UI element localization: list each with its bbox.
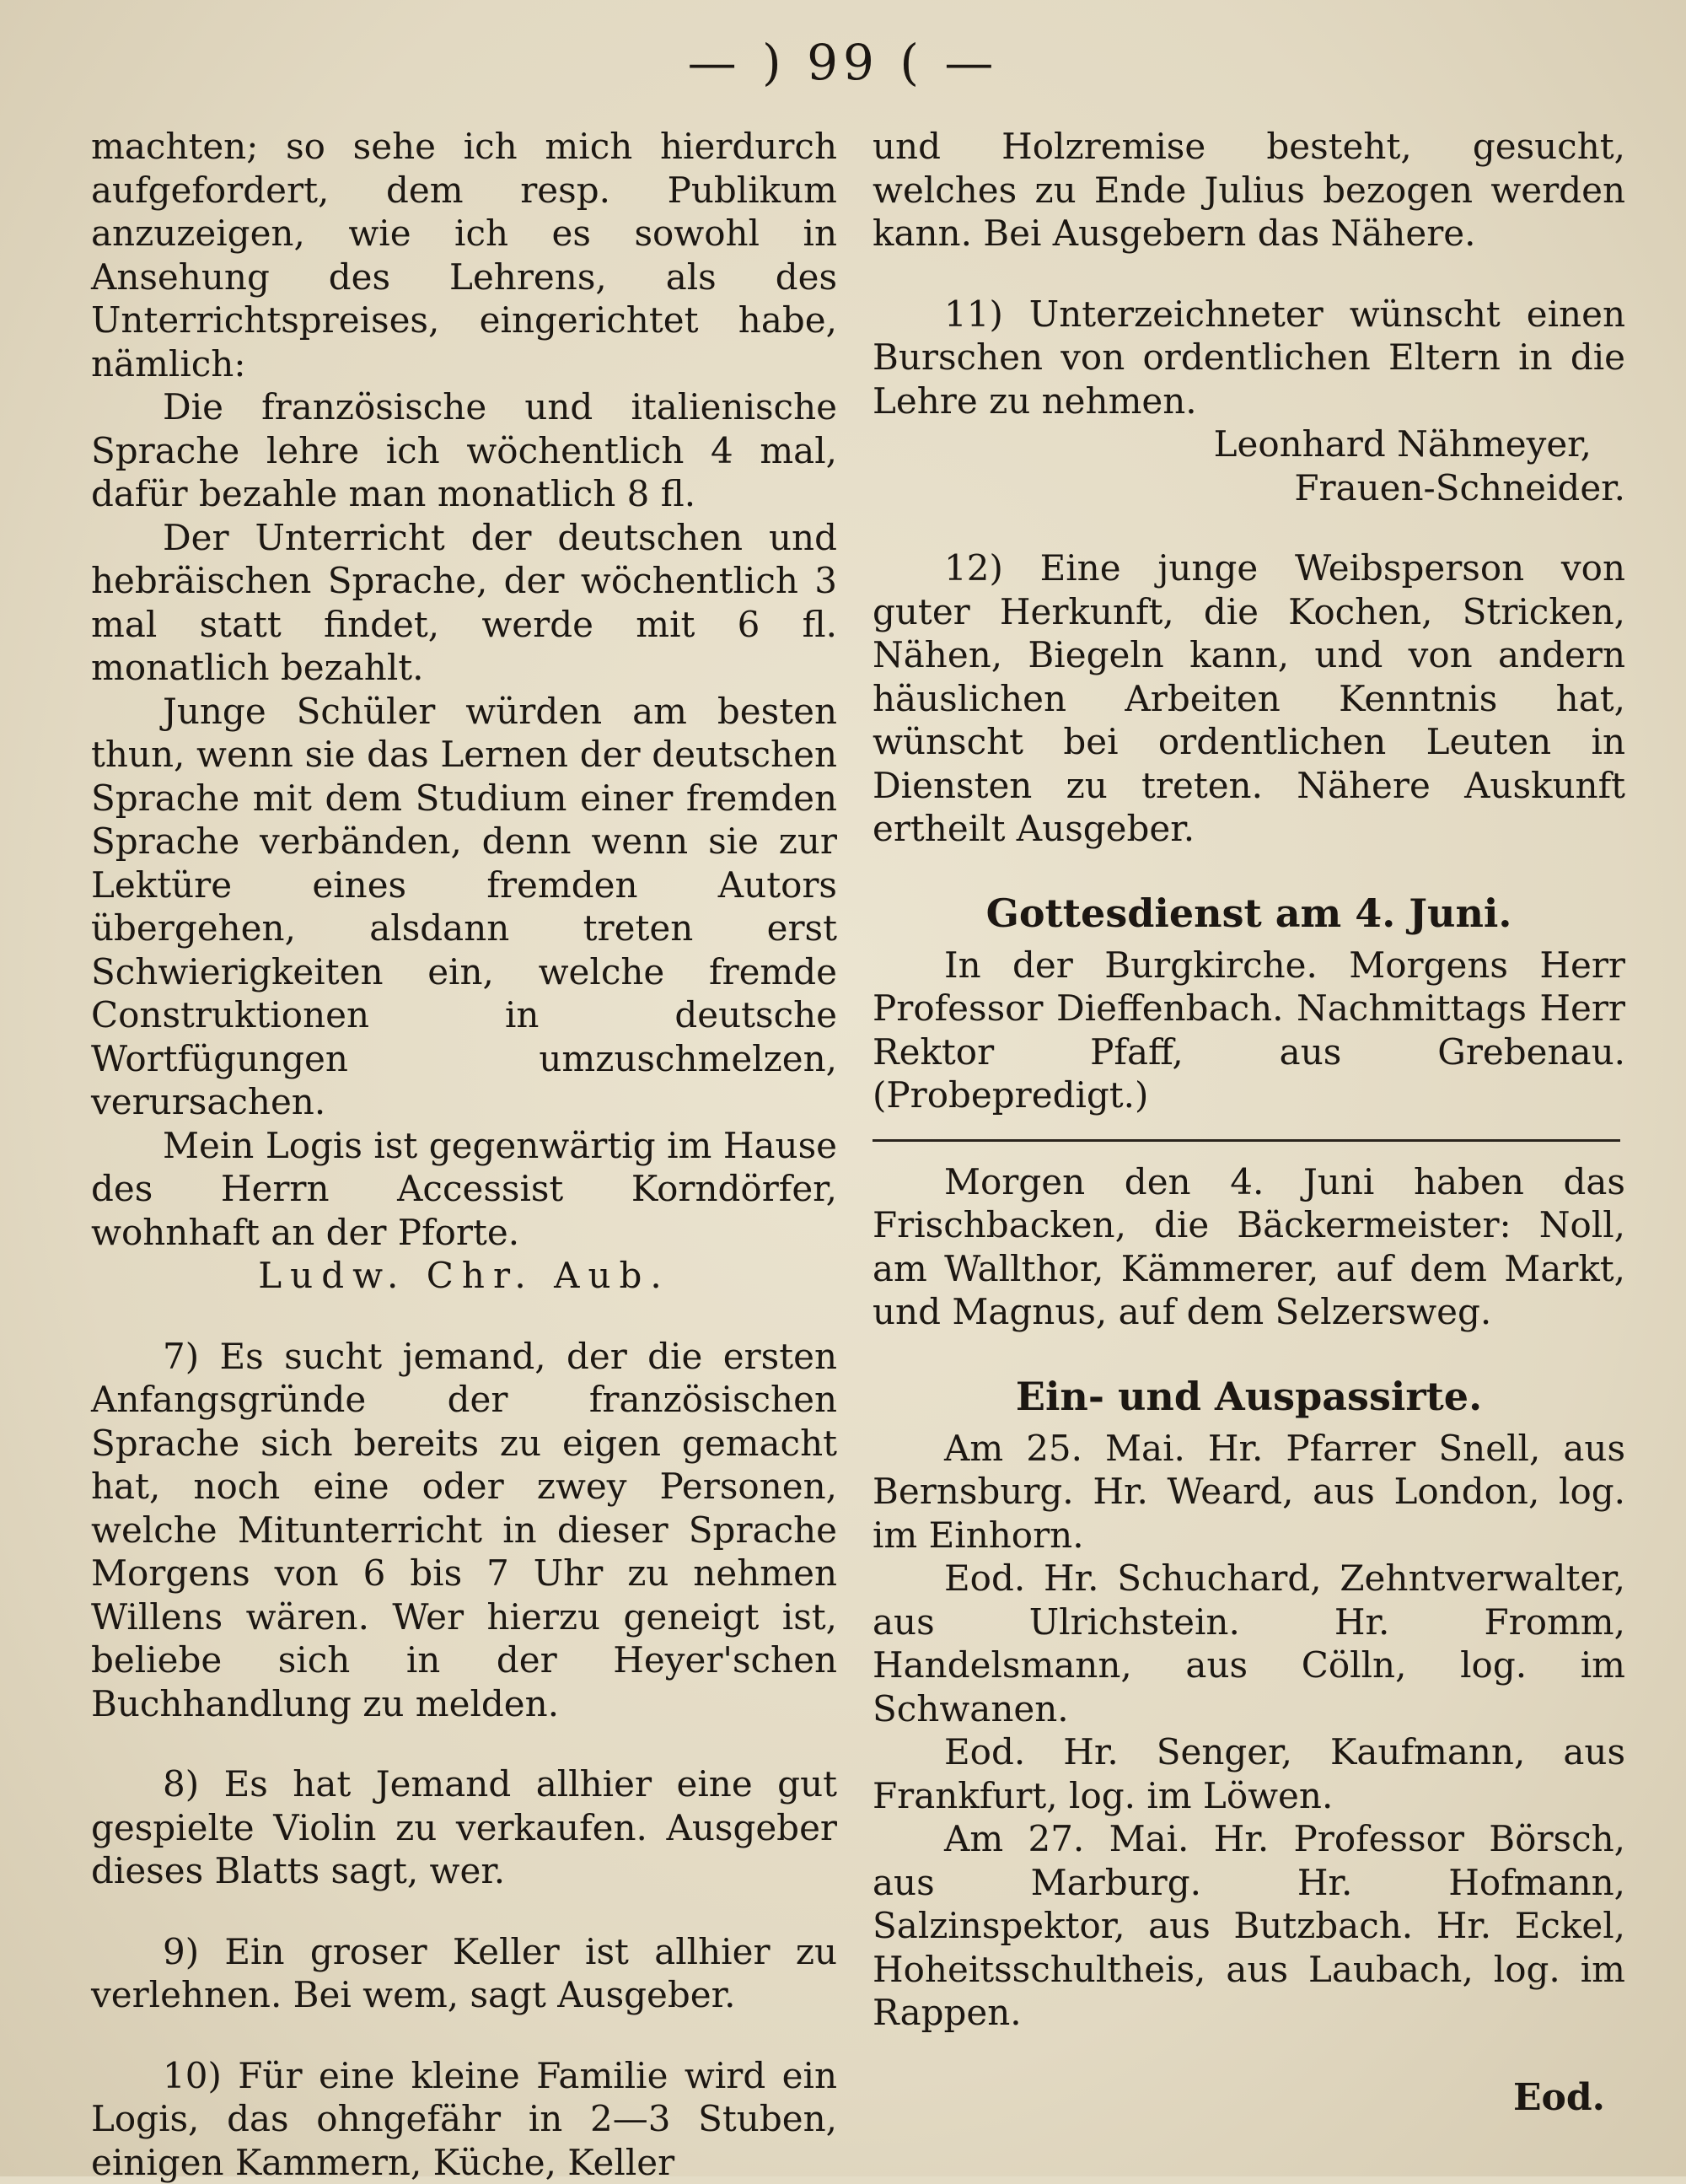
page-number-header: — ) 99 ( — — [0, 34, 1686, 91]
passirte-entry-3: Eod. Hr. Senger, Kaufmann, aus Frankfurt, log. im Löwen. — [873, 1730, 1625, 1817]
passirte-entry-2: Eod. Hr. Schuchard, Zehntverwalter, aus Ulrichstein. Hr. Fromm, Handelsmann, aus Cölln, log. im Schwanen. — [873, 1557, 1625, 1730]
gottesdienst-text: In der Burgkirche. Morgens Herr Professor Dieffenbach. Nachmittags Herr Rektor Pfaff, aus Grebenau. (Probepredigt.) — [873, 944, 1625, 1117]
advert-8: 8) Es hat Jemand allhier eine gut gespielte Violin zu verkaufen. Ausgeber dieses Blatts sagt, wer. — [91, 1762, 837, 1893]
advert-10: 10) Für eine kleine Familie wird ein Logis, das ohngefähr in 2—3 Stuben, einigen Kammern, Küche, Keller — [91, 2054, 837, 2184]
catchword: Eod. — [1513, 2076, 1605, 2119]
advert-10-continued: und Holzremise besteht, gesucht, welches zu Ende Julius bezogen werden kann. Bei Ausgebern das Nähere. — [873, 125, 1625, 256]
aub-announcement-intro: machten; so sehe ich mich hierdurch aufgefordert, dem resp. Publikum anzuzeigen, wie ich es sowohl in Ansehung des Lehrens, als des Unterrichtspreises, eingerichtet habe, nämlich: — [91, 125, 837, 385]
passirte-heading: Ein- und Auspassirte. — [873, 1371, 1625, 1422]
passirte-entry-1: Am 25. Mai. Hr. Pfarrer Snell, aus Bernsburg. Hr. Weard, aus London, log. im Einhorn. — [873, 1427, 1625, 1557]
aub-lodging: Mein Logis ist gegenwärtig im Hause des Herrn Accessist Korndörfer, wohnhaft an der Pforte. — [91, 1124, 837, 1255]
advert-7: 7) Es sucht jemand, der die ersten Anfangsgründe der französischen Sprache sich bereits zu eigen gemacht hat, noch eine oder zwey Personen, welche Mitunterricht in dieser Sprache Morgens von 6 bis 7 Uhr zu nehmen Willens wären. Wer hierzu geneigt ist, beliebe sich in der Heyer'schen Buchhandlung zu melden. — [91, 1335, 837, 1726]
aub-french-italian: Die französische und italienische Sprache lehre ich wöchentlich 4 mal, dafür bezahle man monatlich 8 fl. — [91, 385, 837, 516]
aub-german-hebrew: Der Unterricht der deutschen und hebräischen Sprache, der wöchentlich 3 mal statt findet, werde mit 6 fl. monatlich bezahlt. — [91, 516, 837, 690]
advert-9: 9) Ein groser Keller ist allhier zu verlehnen. Bei wem, sagt Ausgeber. — [91, 1930, 837, 2017]
advert-12: 12) Eine junge Weibsperson von guter Herkunft, die Kochen, Stricken, Nähen, Biegeln kann, und von andern häuslichen Arbeiten Kenntnis hat, wünscht bei ordentlichen Leuten in Diensten zu treten. Nähere Auskunft ertheilt Ausgeber. — [873, 546, 1625, 851]
right-column — [873, 125, 1625, 2035]
advert-11-signature-name: Leonhard Nähmeyer, — [873, 422, 1625, 466]
baker-notice: Morgen den 4. Juni haben das Frischbacken, die Bäckermeister: Noll, am Wallthor, Kämmerer, auf dem Markt, und Magnus, auf dem Selzersweg. — [873, 1160, 1625, 1334]
left-column — [91, 125, 837, 2184]
advert-11-signature-trade: Frauen-Schneider. — [873, 466, 1625, 510]
aub-signature: Ludw. Chr. Aub. — [91, 1254, 837, 1298]
passirte-entry-4: Am 27. Mai. Hr. Professor Börsch, aus Marburg. Hr. Hofmann, Salzinspektor, aus Butzbach. Hr. Eckel, Hoheitsschultheis, aus Laubach, log. im Rappen. — [873, 1817, 1625, 2035]
aub-young-pupils: Junge Schüler würden am besten thun, wenn sie das Lernen der deutschen Sprache mit dem Studium einer fremden Sprache verbänden, denn wenn sie zur Lektüre eines fremden Autors übergehen, alsdann treten erst Schwierigkeiten ein, welche fremde Construktionen in deutsche Wortfügungen umzuschmelzen, verursachen. — [91, 690, 837, 1124]
advert-11: 11) Unterzeichneter wünscht einen Burschen von ordentlichen Eltern in die Lehre zu nehmen. — [873, 293, 1625, 423]
gottesdienst-heading: Gottesdienst am 4. Juni. — [873, 888, 1625, 939]
section-divider — [873, 1139, 1620, 1142]
